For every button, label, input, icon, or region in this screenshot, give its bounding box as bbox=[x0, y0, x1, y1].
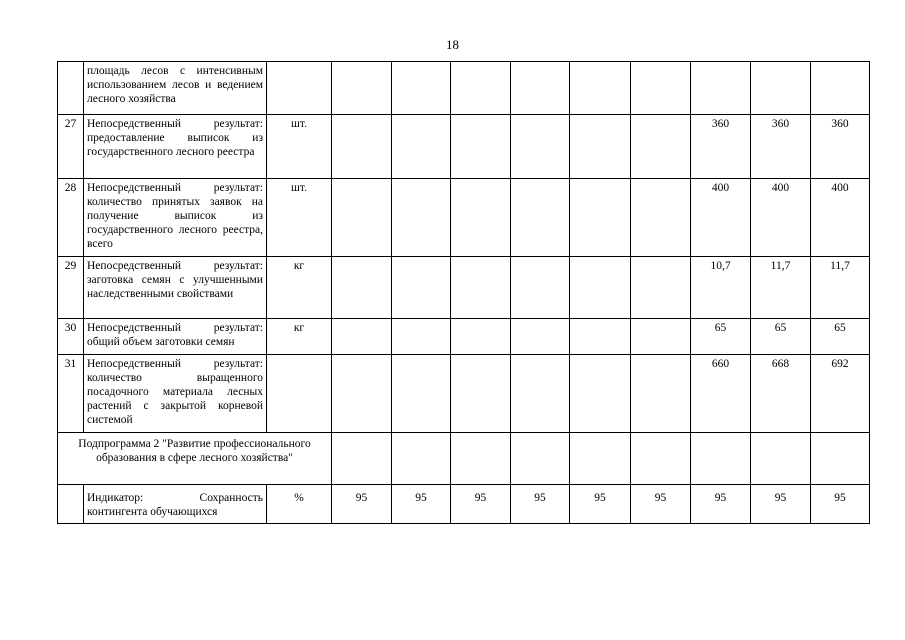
value-cell: 95 bbox=[332, 485, 392, 524]
row-description: Непосредственный результат: количество принятых заявок на получение выписок из государственного лесного реестра, всего bbox=[84, 179, 267, 257]
value-cell bbox=[392, 257, 451, 319]
value-cell bbox=[332, 433, 392, 485]
value-cell bbox=[631, 433, 691, 485]
table-row bbox=[58, 319, 870, 355]
value-cell bbox=[451, 179, 511, 257]
row-unit bbox=[267, 62, 332, 115]
value-cell: 400 bbox=[751, 179, 811, 257]
row-unit bbox=[267, 355, 332, 433]
value-cell: 95 bbox=[392, 485, 451, 524]
value-cell bbox=[511, 115, 570, 179]
value-cell: 400 bbox=[691, 179, 751, 257]
value-cell bbox=[751, 62, 811, 115]
value-cell: 95 bbox=[631, 485, 691, 524]
value-cell: 360 bbox=[751, 115, 811, 179]
value-cell bbox=[451, 355, 511, 433]
value-cell bbox=[631, 62, 691, 115]
row-unit: шт. bbox=[267, 179, 332, 257]
subprogram-row bbox=[58, 433, 870, 485]
table-row bbox=[58, 179, 870, 257]
row-number: 31 bbox=[58, 355, 84, 433]
value-cell bbox=[811, 62, 870, 115]
value-cell bbox=[451, 257, 511, 319]
value-cell bbox=[392, 319, 451, 355]
value-cell bbox=[451, 433, 511, 485]
row-description: Непосредственный результат: предоставление выписок из государственного лесного реестра bbox=[84, 115, 267, 179]
value-cell bbox=[631, 179, 691, 257]
value-cell bbox=[332, 257, 392, 319]
row-description: площадь лесов с интенсивным использованием лесов и ведением лесного хозяйства bbox=[84, 62, 267, 115]
value-cell: 660 bbox=[691, 355, 751, 433]
value-cell bbox=[811, 433, 870, 485]
value-cell: 692 bbox=[811, 355, 870, 433]
value-cell: 11,7 bbox=[811, 257, 870, 319]
value-cell bbox=[691, 433, 751, 485]
subprogram-title: Подпрограмма 2 "Развитие профессионального образования в сфере лесного хозяйства" bbox=[58, 433, 332, 485]
row-unit: шт. bbox=[267, 115, 332, 179]
value-cell bbox=[332, 319, 392, 355]
value-cell bbox=[511, 62, 570, 115]
value-cell: 95 bbox=[691, 485, 751, 524]
row-description: Непосредственный результат: количество выращенного посадочного материала лесных растений с закрытой корневой системой bbox=[84, 355, 267, 433]
value-cell bbox=[332, 179, 392, 257]
value-cell bbox=[511, 355, 570, 433]
value-cell: 11,7 bbox=[751, 257, 811, 319]
value-cell bbox=[570, 355, 631, 433]
value-cell: 95 bbox=[451, 485, 511, 524]
value-cell: 95 bbox=[811, 485, 870, 524]
value-cell: 10,7 bbox=[691, 257, 751, 319]
value-cell: 65 bbox=[811, 319, 870, 355]
value-cell bbox=[691, 62, 751, 115]
value-cell bbox=[631, 319, 691, 355]
value-cell bbox=[631, 257, 691, 319]
value-cell bbox=[570, 433, 631, 485]
value-cell: 95 bbox=[751, 485, 811, 524]
value-cell bbox=[751, 433, 811, 485]
row-number: 27 bbox=[58, 115, 84, 179]
value-cell bbox=[451, 115, 511, 179]
value-cell: 668 bbox=[751, 355, 811, 433]
value-cell: 65 bbox=[691, 319, 751, 355]
row-description: Непосредственный результат: общий объем заготовки семян bbox=[84, 319, 267, 355]
value-cell bbox=[451, 319, 511, 355]
row-unit: кг bbox=[267, 319, 332, 355]
value-cell: 65 bbox=[751, 319, 811, 355]
value-cell bbox=[570, 179, 631, 257]
row-number bbox=[58, 62, 84, 115]
value-cell bbox=[392, 433, 451, 485]
row-number: 30 bbox=[58, 319, 84, 355]
value-cell bbox=[631, 355, 691, 433]
value-cell bbox=[570, 115, 631, 179]
value-cell bbox=[392, 179, 451, 257]
table-row bbox=[58, 257, 870, 319]
value-cell bbox=[511, 433, 570, 485]
value-cell bbox=[631, 115, 691, 179]
row-description: Непосредственный результат: заготовка семян с улучшенными наследственными свойствами bbox=[84, 257, 267, 319]
value-cell bbox=[511, 257, 570, 319]
value-cell bbox=[392, 115, 451, 179]
value-cell bbox=[570, 257, 631, 319]
value-cell bbox=[511, 179, 570, 257]
table-row bbox=[58, 355, 870, 433]
value-cell bbox=[451, 62, 511, 115]
value-cell bbox=[392, 62, 451, 115]
row-unit: кг bbox=[267, 257, 332, 319]
value-cell: 360 bbox=[691, 115, 751, 179]
row-number bbox=[58, 485, 84, 524]
value-cell: 95 bbox=[511, 485, 570, 524]
value-cell: 400 bbox=[811, 179, 870, 257]
indicator-unit: % bbox=[267, 485, 332, 524]
value-cell bbox=[511, 319, 570, 355]
indicators-table bbox=[57, 61, 870, 524]
row-number: 29 bbox=[58, 257, 84, 319]
value-cell bbox=[332, 62, 392, 115]
table-row bbox=[58, 115, 870, 179]
value-cell bbox=[392, 355, 451, 433]
value-cell: 360 bbox=[811, 115, 870, 179]
value-cell bbox=[570, 319, 631, 355]
row-number: 28 bbox=[58, 179, 84, 257]
value-cell bbox=[332, 355, 392, 433]
value-cell bbox=[570, 62, 631, 115]
value-cell bbox=[332, 115, 392, 179]
indicator-row bbox=[58, 485, 870, 524]
value-cell: 95 bbox=[570, 485, 631, 524]
indicator-description: Индикатор: Сохранность контингента обучающихся bbox=[84, 485, 267, 524]
page-number: 18 bbox=[446, 37, 459, 52]
table-row bbox=[58, 62, 870, 115]
